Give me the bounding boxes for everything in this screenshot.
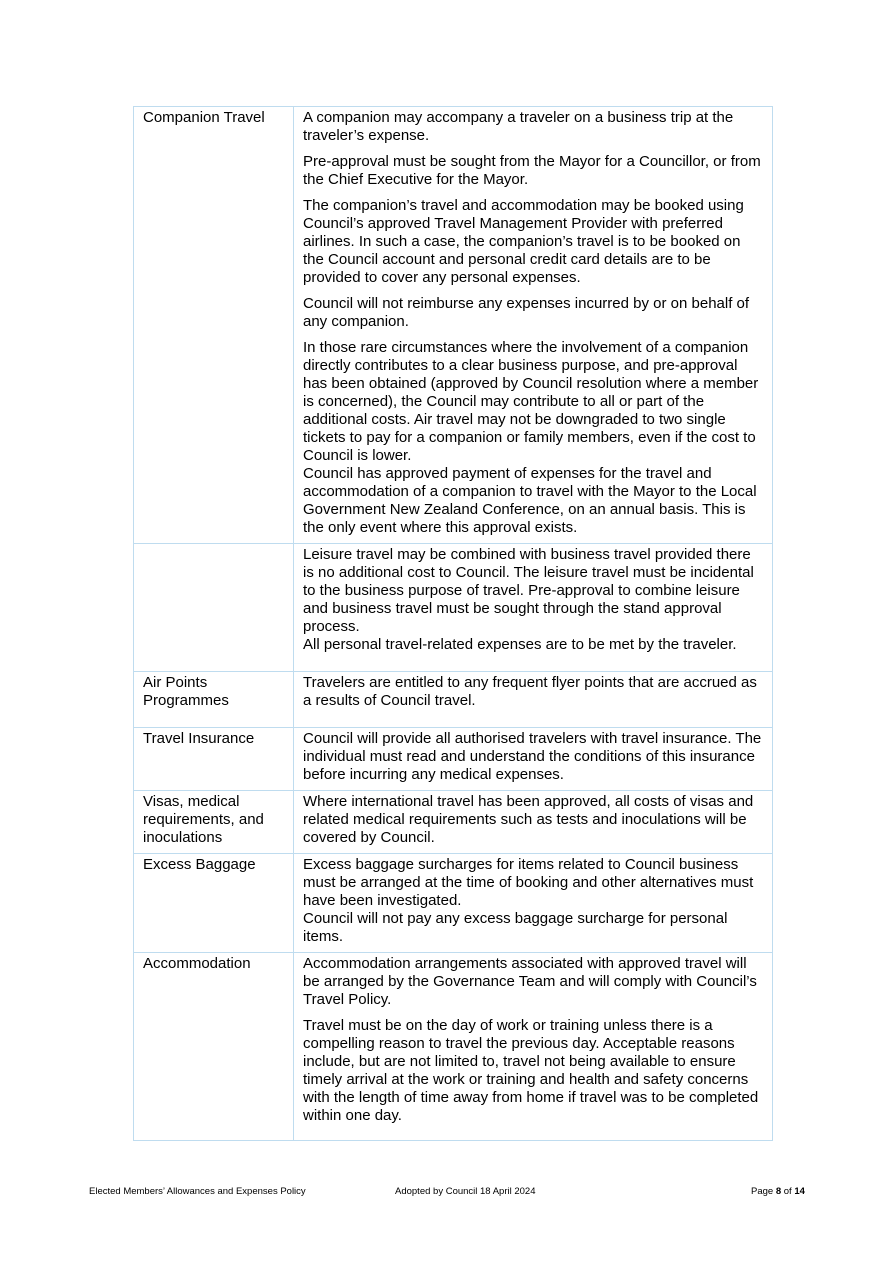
table-row-leisure-travel [134, 544, 773, 672]
page-total: 14 [794, 1186, 805, 1197]
row-body [294, 854, 773, 953]
row-label: Excess Baggage [134, 854, 294, 953]
policy-table [133, 106, 773, 1141]
body-paragraph: Council will not reimburse any expenses incurred by or on behalf of any companion. [303, 295, 750, 330]
row-body [294, 728, 773, 791]
body-paragraph: Council will provide all authorised travelers with travel insurance. The individual must read and understand the conditions of this insurance before incurring any medical expenses. [303, 730, 762, 783]
row-body [294, 107, 773, 544]
row-body [294, 953, 773, 1141]
table-row-excess-baggage [134, 854, 773, 953]
row-body [294, 544, 773, 672]
body-paragraph: Travel must be on the day of work or training unless there is a compelling reason to travel the previous day. Acceptable reasons include, but are not limited to, travel not being available to ensure timely arrival at the work or training and health and safety concerns with the length of time away from home if travel was to be completed within one day. [303, 1017, 759, 1124]
row-label [134, 544, 294, 672]
table-row-travel-insurance [134, 728, 773, 791]
row-label: Air Points Programmes [134, 672, 294, 728]
body-paragraph: Excess baggage surcharges for items related to Council business must be arranged at the time of booking and other alternatives must have been investigated. Council will not pay any excess baggage surcharge for personal items. [303, 856, 754, 945]
row-label: Accommodation [134, 953, 294, 1141]
row-body [294, 672, 773, 728]
body-paragraph: A companion may accompany a traveler on a business trip at the traveler’s expense. [303, 109, 734, 144]
row-label: Travel Insurance [134, 728, 294, 791]
row-label: Visas, medical requirements, and inoculations [134, 791, 294, 854]
table-row-companion-travel [134, 107, 773, 544]
body-paragraph: In those rare circumstances where the involvement of a companion directly contributes to a clear business purpose, and pre-approval has been obtained (approved by Council resolution where a member is concerned), the Council may contribute to all or part of the additional costs. Air travel may not be downgraded to two single tickets to pay for a companion or family members, even if the cost to Council is lower. Council has approved payment of expenses for the travel and accommodation of a companion to travel with the Mayor to the Local Government New Zealand Conference, on an annual basis. This is the only event where this approval exists. [303, 339, 759, 536]
table-row-accommodation [134, 953, 773, 1141]
row-body [294, 791, 773, 854]
body-paragraph: Accommodation arrangements associated with approved travel will be arranged by the Governance Team and will comply with Council’s Travel Policy. [303, 955, 757, 1008]
body-paragraph: Leisure travel may be combined with business travel provided there is no additional cost to Council. The leisure travel must be incidental to the business purpose of travel. Pre-approval to combine leisure and business travel must be sought through the stand approval process. All personal travel-related expenses are to be met by the traveler. [303, 546, 754, 653]
page-prefix: Page [751, 1186, 774, 1197]
page-current: 8 [775, 1186, 782, 1197]
footer-adopted-date: Adopted by Council 18 April 2024 [395, 1186, 536, 1197]
footer-document-title: Elected Members’ Allowances and Expenses Policy [89, 1186, 306, 1197]
body-paragraph: The companion’s travel and accommodation may be booked using Council’s approved Travel Management Provider with preferred airlines. In such a case, the companion’s travel is to be booked on the Council account and personal credit card details are to be provided to cover any personal expenses. [303, 197, 744, 286]
body-paragraph: Pre-approval must be sought from the Mayor for a Councillor, or from the Chief Executive for the Mayor. [303, 153, 761, 188]
row-label: Companion Travel [134, 107, 294, 544]
body-paragraph: Where international travel has been approved, all costs of visas and related medical requirements such as tests and inoculations will be covered by Council. [303, 793, 754, 846]
page-of: of [783, 1186, 792, 1197]
table-row-visas [134, 791, 773, 854]
body-paragraph: Travelers are entitled to any frequent flyer points that are accrued as a results of Council travel. [303, 674, 757, 709]
table-row-air-points [134, 672, 773, 728]
footer-page-number [751, 1186, 805, 1198]
